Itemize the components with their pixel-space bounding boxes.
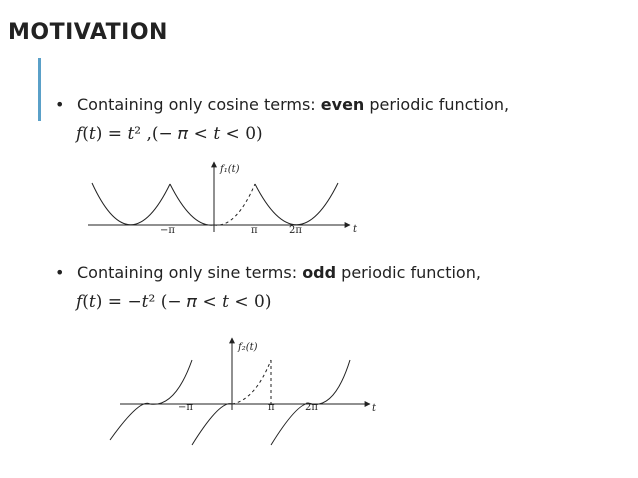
bullet-marker: •: [55, 263, 65, 282]
tick-pi: π: [251, 225, 258, 236]
axis-label-t: t: [372, 403, 377, 414]
function-label: f₁(t): [220, 164, 240, 175]
tick-2pi: 2π: [289, 225, 302, 236]
slide-title: MOTIVATION: [8, 20, 168, 45]
formula-even: 𝑓(𝑡) = 𝑡² ,(− 𝜋 < 𝑡 < 0): [76, 124, 263, 144]
odd-curve-dashed: [232, 360, 271, 404]
odd-curve-mid: [192, 404, 232, 445]
bullet-text-tail: periodic function,: [364, 95, 510, 114]
tick-neg-pi: −π: [160, 225, 175, 236]
bullet-emphasis: even: [320, 95, 365, 114]
axis-label-t: t: [353, 224, 358, 235]
bullet-marker: •: [55, 95, 65, 114]
formula-odd: 𝑓(𝑡) = −𝑡² (− 𝜋 < 𝑡 < 0): [76, 292, 272, 312]
tick-2pi: 2π: [305, 402, 318, 413]
bullet-text-tail: periodic function,: [336, 263, 481, 282]
bullet-text: Containing only sine terms:: [77, 263, 303, 282]
tick-neg-pi: −π: [178, 402, 193, 413]
tick-pi: π: [268, 402, 275, 413]
odd-curve-left: [110, 360, 192, 440]
bullet-emphasis: odd: [302, 263, 337, 282]
bullet-text: Containing only cosine terms:: [77, 95, 321, 114]
function-label: f₂(t): [238, 342, 258, 353]
